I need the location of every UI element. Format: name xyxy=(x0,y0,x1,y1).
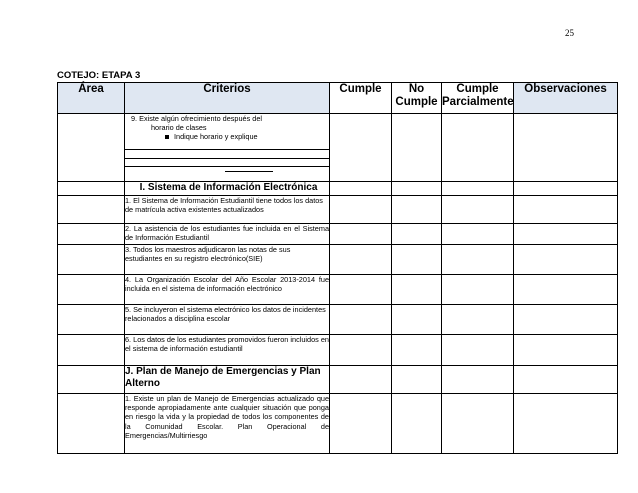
header-observaciones: Observaciones xyxy=(514,83,618,114)
observaciones-cell[interactable] xyxy=(514,114,618,182)
table-row xyxy=(58,196,618,224)
no-cumple-cell[interactable] xyxy=(392,114,442,182)
header-area: Área xyxy=(58,83,125,114)
checklist-table xyxy=(57,82,618,454)
bullet-icon xyxy=(165,135,169,139)
parcial-cell[interactable] xyxy=(442,114,514,182)
criterion-i-4: 4. La Organización Escolar del Año Escolar 2013-2014 fue incluida en el sistema de información electrónico xyxy=(125,275,330,305)
table-row xyxy=(58,245,618,275)
header-criterios: Criterios xyxy=(125,83,330,114)
header-no-cumple: No Cumple xyxy=(392,83,442,114)
section-row xyxy=(58,366,618,394)
answer-line-short xyxy=(225,167,273,172)
section-title-i: I. Sistema de Información Electrónica xyxy=(125,182,330,196)
table-row xyxy=(58,224,618,245)
header-cumple-parcialmente: Cumple Parcialmente xyxy=(442,83,514,114)
table-row xyxy=(58,394,618,454)
criterion-i-2: 2. La asistencia de los estudiantes fue incluida en el Sistema de Información Estudiantil xyxy=(125,224,330,245)
table-row xyxy=(58,335,618,366)
criterion-j-1: 1. Existe un plan de Manejo de Emergencias actualizado que responde apropiadamente ante cualquier situación que ponga en riesgo la vida y la propiedad de todos los componentes de la Comunidad Escolar. Plan Operacional de Emergencias/Multirriesgo xyxy=(125,394,330,454)
cumple-cell[interactable] xyxy=(330,114,392,182)
answer-line xyxy=(125,150,329,159)
criterion-i-6: 6. Los datos de los estudiantes promovidos fueron incluidos en el sistema de información estudiantil xyxy=(125,335,330,366)
document-heading: COTEJO: ETAPA 3 xyxy=(57,70,141,81)
item9-text: 9. Existe algún ofrecimiento después del xyxy=(131,114,263,123)
item9-bullet-row xyxy=(125,132,329,141)
criterion-i-3: 3. Todos los maestros adjudicaron las notas de sus estudiantes en su registro electrónico(SIE) xyxy=(125,245,330,275)
item9-text2: horario de clases xyxy=(151,123,207,133)
section-title-j: J. Plan de Manejo de Emergencias y Plan Alterno xyxy=(125,366,330,394)
header-cumple: Cumple xyxy=(330,83,392,114)
table-row xyxy=(58,305,618,335)
criterion-i-1: 1. El Sistema de Información Estudiantil tiene todos los datos de matrícula activa existentes actualizados xyxy=(125,196,330,224)
answer-line xyxy=(125,142,329,151)
criterion-item-9 xyxy=(125,114,330,182)
section-row xyxy=(58,182,618,196)
table-row xyxy=(58,114,618,182)
answer-line xyxy=(125,159,329,168)
page-number: 25 xyxy=(565,28,574,38)
table-row xyxy=(58,275,618,305)
criterion-i-5: 5. Se incluyeron el sistema electrónico los datos de incidentes relacionados a disciplina escolar xyxy=(125,305,330,335)
item9-bullet-text: Indique horario y explique xyxy=(174,132,258,142)
area-cell xyxy=(58,114,125,182)
header-row xyxy=(58,83,618,114)
